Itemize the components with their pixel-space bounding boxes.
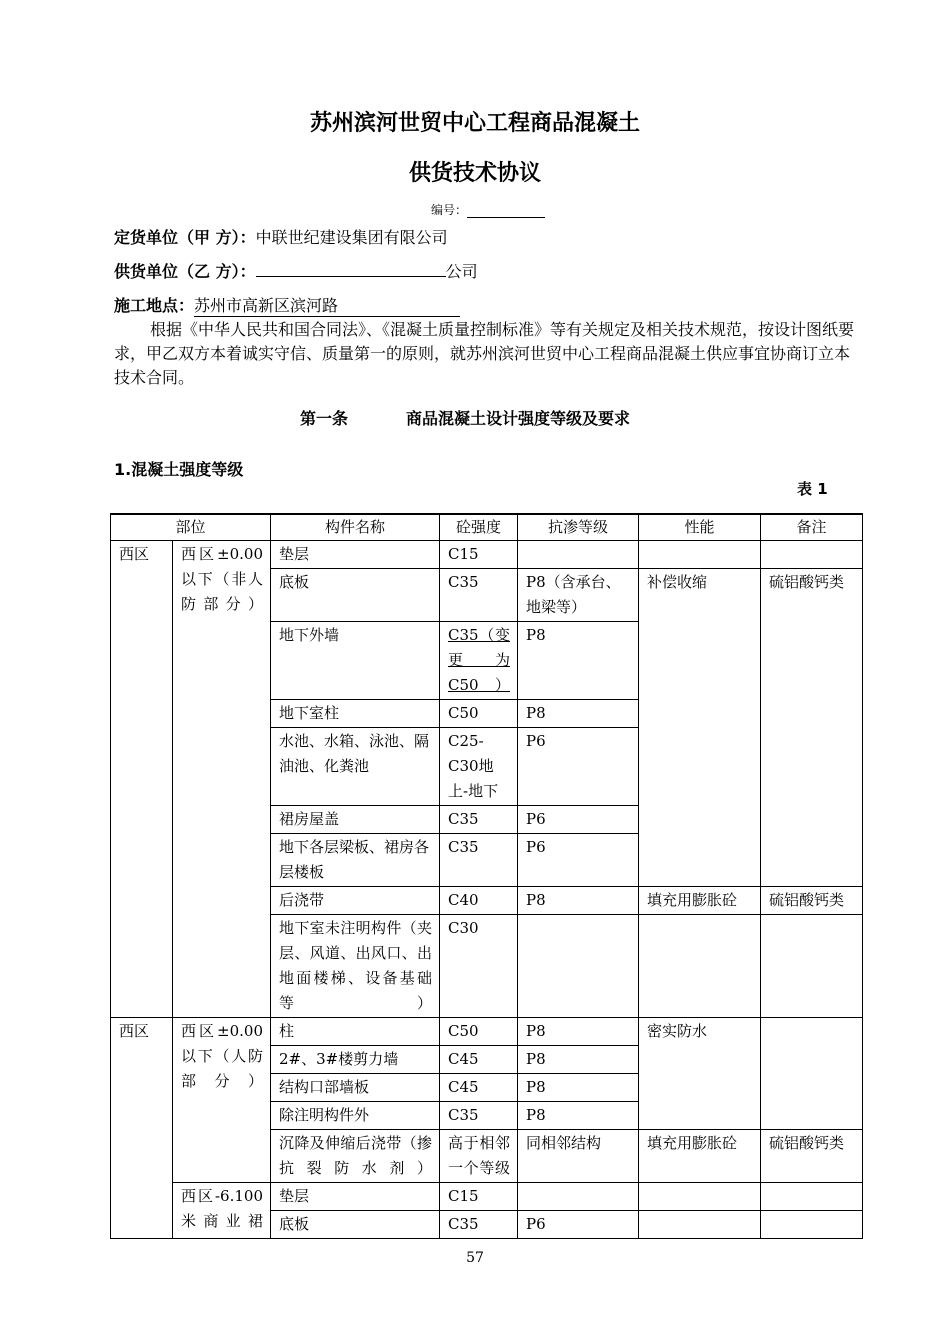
article-number: 第一条 — [300, 409, 349, 428]
remark-cell — [761, 1183, 863, 1211]
intro-paragraph — [114, 318, 862, 390]
party-b-label: 供货单位（乙 方）： — [114, 262, 256, 281]
member-cell: 2#、3#楼剪力墙 — [271, 1046, 440, 1074]
strength-cell: C15 — [440, 1183, 518, 1211]
remark-cell — [761, 1018, 863, 1130]
member-cell: 结构口部墙板 — [271, 1074, 440, 1102]
remark-cell: 硫铝酸钙类 — [761, 1130, 863, 1183]
performance-cell — [639, 915, 761, 1018]
table-row — [111, 541, 863, 569]
member-cell: 底板 — [271, 1211, 440, 1239]
site-value: 苏州市高新区滨河路 — [194, 293, 460, 317]
strength-cell: C25-C30地上-地下 — [440, 728, 518, 806]
strength-cell: C35（变更为C50） — [440, 622, 518, 700]
site-label: 施工地点： — [114, 296, 195, 315]
header-cell: 砼强度 — [440, 514, 518, 541]
strength-cell: 高于相邻一个等级 — [440, 1130, 518, 1183]
member-cell: 裙房屋盖 — [271, 806, 440, 834]
table-label: 表 1 — [797, 480, 828, 498]
doc-code — [431, 201, 545, 218]
party-a-value: 中联世纪建设集团有限公司 — [255, 228, 448, 247]
impermeability-cell: P8（含承台、地梁等） — [518, 569, 639, 622]
strength-cell: C35 — [440, 1211, 518, 1239]
code-blank — [467, 205, 545, 218]
performance-cell: 填充用膨胀砼 — [639, 887, 761, 915]
impermeability-cell: 同相邻结构 — [518, 1130, 639, 1183]
impermeability-cell: P8 — [518, 1046, 639, 1074]
strength-cell: C35 — [440, 569, 518, 622]
member-cell: 沉降及伸缩后浇带（掺抗裂防水剂） — [271, 1130, 440, 1183]
remark-cell — [761, 541, 863, 569]
member-cell: 柱 — [271, 1018, 440, 1046]
header-cell: 抗渗等级 — [518, 514, 639, 541]
member-cell: 水池、水箱、泳池、隔油池、化粪池 — [271, 728, 440, 806]
performance-cell: 补偿收缩 — [639, 569, 761, 887]
party-a-label: 定货单位（甲 方）： — [114, 228, 256, 247]
party-b-suffix: 公司 — [445, 262, 478, 281]
sub-zone-cell: 西区±0.00以下（非人防部分） — [173, 541, 271, 1018]
impermeability-cell — [518, 1183, 639, 1211]
strength-cell: C15 — [440, 541, 518, 569]
impermeability-cell: P8 — [518, 622, 639, 700]
remark-cell — [761, 1211, 863, 1239]
zone-cell: 西区 — [111, 541, 173, 1018]
strength-cell: C50 — [440, 700, 518, 728]
code-label: 编号： — [431, 203, 468, 217]
header-cell: 备注 — [761, 514, 863, 541]
sub-zone-cell: 西区-6.100米商业裙 — [173, 1183, 271, 1239]
strength-cell: C40 — [440, 887, 518, 915]
strength-cell: C35 — [440, 1102, 518, 1130]
member-cell: 地下外墙 — [271, 622, 440, 700]
member-cell: 除注明构件外 — [271, 1102, 440, 1130]
strength-cell: C45 — [440, 1046, 518, 1074]
impermeability-cell: P6 — [518, 1211, 639, 1239]
impermeability-cell: P6 — [518, 728, 639, 806]
impermeability-cell: P8 — [518, 1102, 639, 1130]
impermeability-cell — [518, 541, 639, 569]
member-cell: 底板 — [271, 569, 440, 622]
strength-cell: C45 — [440, 1074, 518, 1102]
header-cell: 性能 — [639, 514, 761, 541]
impermeability-cell: P8 — [518, 887, 639, 915]
strength-cell: C50 — [440, 1018, 518, 1046]
performance-cell — [639, 1211, 761, 1239]
strength-cell: C35 — [440, 834, 518, 887]
member-cell: 地下各层梁板、裙房各层楼板 — [271, 834, 440, 887]
member-cell: 地下室未注明构件（夹层、风道、出风口、出地面楼梯、设备基础等） — [271, 915, 440, 1018]
performance-cell — [639, 1183, 761, 1211]
remark-cell: 硫铝酸钙类 — [761, 887, 863, 915]
member-cell: 后浇带 — [271, 887, 440, 915]
remark-cell: 硫铝酸钙类 — [761, 569, 863, 887]
table-row — [111, 1018, 863, 1046]
sub-zone-cell: 西区±0.00以下（人防部分） — [173, 1018, 271, 1183]
party-b-blank — [256, 259, 446, 277]
strength-cell: C35 — [440, 806, 518, 834]
member-cell: 地下室柱 — [271, 700, 440, 728]
strength-cell: C30 — [440, 915, 518, 1018]
impermeability-cell: P8 — [518, 1074, 639, 1102]
section-heading: 1.混凝土强度等级 — [114, 460, 244, 479]
header-cell: 部位 — [111, 514, 271, 541]
impermeability-cell: P6 — [518, 806, 639, 834]
doc-subtitle: 供货技术协议 — [408, 161, 541, 186]
header-cell: 构件名称 — [271, 514, 440, 541]
table-header-row — [111, 514, 863, 541]
performance-cell: 填充用膨胀砼 — [639, 1130, 761, 1183]
impermeability-cell: P8 — [518, 1018, 639, 1046]
strength-table — [110, 513, 863, 1239]
remark-cell — [761, 915, 863, 1018]
party-a-line — [114, 225, 448, 248]
impermeability-cell — [518, 915, 639, 1018]
site-line — [114, 293, 460, 317]
zone-cell: 西区 — [111, 1018, 173, 1239]
member-cell: 垫层 — [271, 1183, 440, 1211]
impermeability-cell: P8 — [518, 700, 639, 728]
party-b-line — [114, 259, 478, 282]
impermeability-cell: P6 — [518, 834, 639, 887]
table-row — [111, 1183, 863, 1211]
article-title: 商品混凝土设计强度等级及要求 — [406, 409, 631, 428]
member-cell: 垫层 — [271, 541, 440, 569]
article-heading — [300, 406, 630, 429]
page-number: 57 — [466, 1250, 484, 1266]
doc-title: 苏州滨河世贸中心工程商品混凝土 — [309, 111, 640, 136]
intro-text: 根据《中华人民共和国合同法》、《混凝土质量控制标准》等有关规定及相关技术规范，按设计图纸要求，甲乙双方本着诚实守信、质量第一的原则，就苏州滨河世贸中心工程商品混凝土供应事宜协商订立本技术合同。 — [114, 320, 855, 387]
performance-cell: 密实防水 — [639, 1018, 761, 1130]
performance-cell — [639, 541, 761, 569]
